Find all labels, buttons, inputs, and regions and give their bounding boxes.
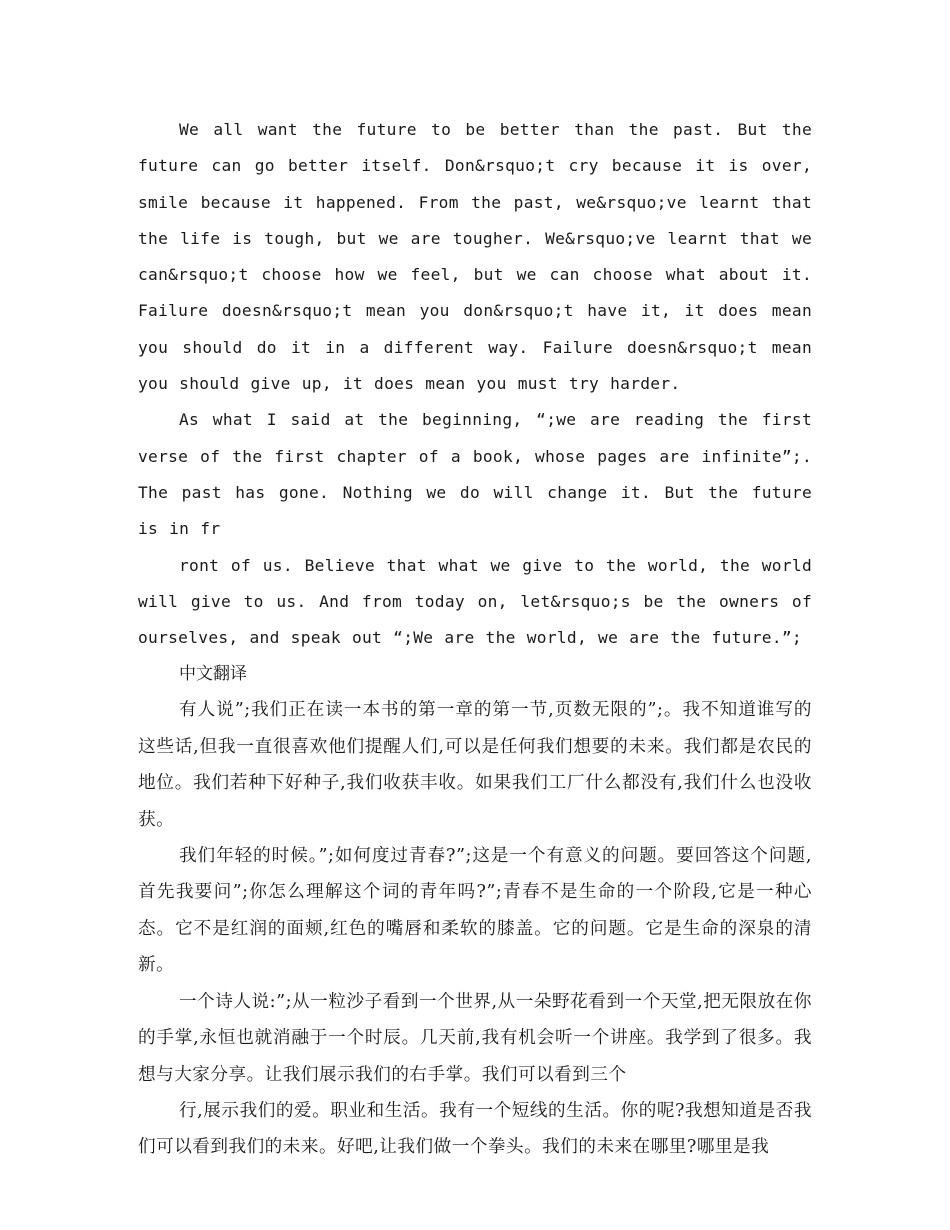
english-paragraph-3: ront of us. Believe that what we give to the world, the world will give to us. And from today on, let&rsquo;s be the owners of ourselves, and speak out “;We are the world, we are the future.”; — [138, 555, 812, 648]
english-paragraph-1: We all want the future to be better than the past. But the future can go better itself. Don&rsquo;t cry because it is over, smile because it happened. From the past, we&rsquo;ve learnt that the life is tough, but we are tougher. We&rsquo;ve learnt that we can&rsquo;t choose how we feel, but we can choose what about it. Failure doesn&rsquo;t mean you don&rsquo;t have it, it does mean you should do it in a different way. Failure doesn&rsquo;t mean you should give up, it does mean you must try harder. — [138, 120, 812, 394]
translation-heading: 中文翻译 — [179, 664, 247, 685]
chinese-paragraph-4: 行,展示我们的爱。职业和生活。我有一个短线的生活。你的呢?我想知道是否我们可以看到我们的未来。好吧,让我们做一个拳头。我们的未来在哪里?哪里是我 — [138, 1100, 812, 1158]
chinese-paragraph-3: 一个诗人说:”;从一粒沙子看到一个世界,从一朵野花看到一个天堂,把无限放在你的手掌,永恒也就消融于一个时辰。几天前,我有机会听一个讲座。我学到了很多。我想与大家分享。让我们展示我们的右手掌。我们可以看到三个 — [138, 991, 812, 1085]
chinese-paragraph-1: 有人说”;我们正在读一本书的第一章的第一节,页数无限的”;。我不知道谁写的这些话,但我一直很喜欢他们提醒人们,可以是任何我们想要的未来。我们都是农民的地位。我们若种下好种子,我们收获丰收。如果我们工厂什么都没有,我们什么也没收获。 — [138, 700, 812, 830]
chinese-paragraph-2: 我们年轻的时候。”;如何度过青春?”;这是一个有意义的问题。要回答这个问题,首先我要问”;你怎么理解这个词的青年吗?”;青春不是生命的一个阶段,它是一种心态。它不是红润的面颊,红色的嘴唇和柔软的膝盖。它的问题。它是生命的深泉的清新。 — [138, 846, 812, 976]
document-page — [138, 112, 812, 1166]
english-paragraph-2: As what I said at the beginning, “;we are reading the first verse of the first chapter of a book, whose pages are infinite”;. The past has gone. Nothing we do will change it. But the future is in fr — [138, 410, 812, 539]
